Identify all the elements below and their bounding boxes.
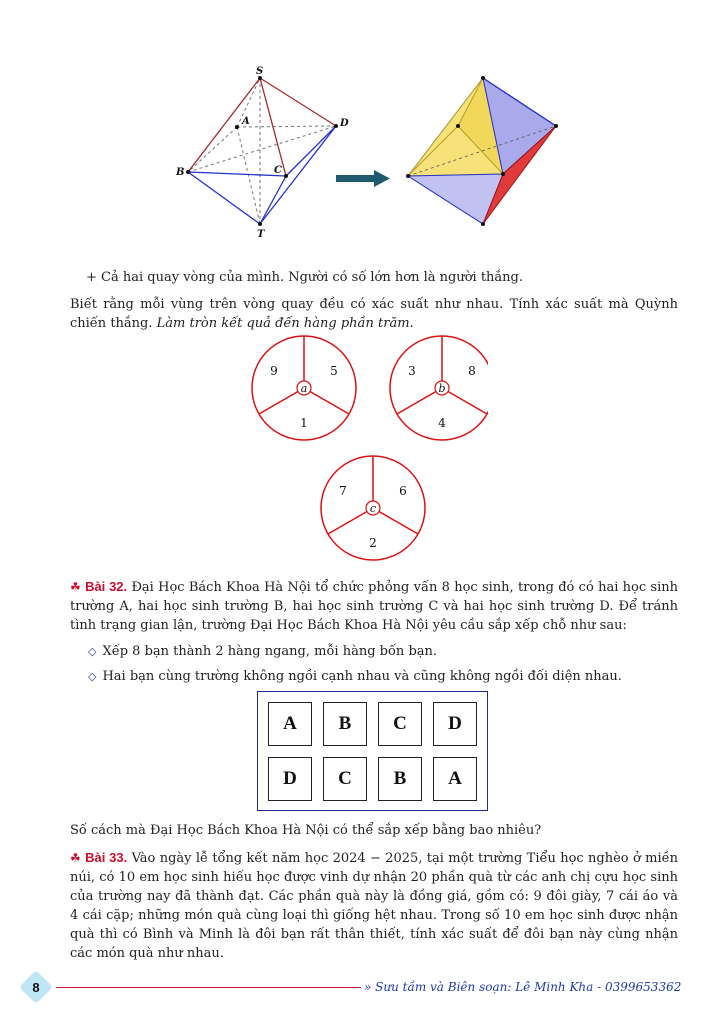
bullet-text: Xếp 8 bạn thành 2 hàng ngang, mỗi hàng bốn bạn. (102, 644, 438, 659)
seating-grid (257, 691, 488, 811)
bai33-text: Vào ngày lễ tổng kết năm học 2024 − 2025, tại một trường Tiểu học nghèo ở miền núi, có 10 em học sinh hiếu học được vinh dự nhận 20 phần quà từ các anh chị cựu học sinh của trường nay đã thành đạt. Các phần quà này là đồng giá, gồm có: 9 đôi giày, 7 cái áo và 4 cái cặp; những món quà cùng loại thì giống hệt nhau. Trong số 10 em học sinh được nhận quà thì có Bình và Minh là đôi bạn rất thân thiết, tính xác suất để đôi bạn này cùng nhận các món quà như nhau. (70, 851, 678, 961)
diamond-bullet-icon: ◇ (88, 670, 97, 683)
arrow-right-icon (336, 170, 390, 187)
bai32-bullet-1 (88, 642, 437, 661)
vertex-label-a: A (242, 116, 250, 127)
vertex-label-c: C (274, 165, 282, 176)
intro-paragraph (70, 295, 678, 333)
seat-cell: C (378, 702, 422, 746)
diamond-bullet-icon: ◇ (88, 645, 97, 658)
bai32-title: Bài 32. (85, 579, 128, 594)
wheel-b-label: b (438, 382, 446, 395)
rule-line: + Cả hai quay vòng của mình. Người có số lớn hơn là người thắng. (86, 270, 523, 285)
page-number: 8 (32, 979, 40, 995)
seat-cell: D (433, 702, 477, 746)
colored-octahedron (406, 76, 558, 226)
wheel-a-value-3: 1 (300, 416, 308, 430)
seat-cell: B (378, 757, 422, 801)
bai32-text: Đại Học Bách Khoa Hà Nội tổ chức phỏng vấn 8 học sinh, trong đó có hai học sinh trường A, hai học sinh trường B, hai học sinh trường C và hai học sinh trường D. Để tránh tình trạng gian lận, trường Đại Học Bách Khoa Hà Nội yêu cầu sắp xếp chỗ như sau: (70, 580, 678, 633)
intro-text: Biết rằng mỗi vùng trên vòng quay đều có xác suất như nhau. Tính xác suất mà Quỳnh chiến thắng. (70, 297, 678, 331)
seat-cell: A (433, 757, 477, 801)
octahedron-figure (170, 60, 570, 245)
octahedron-wireframe (175, 66, 349, 240)
wheel-a-value-2: 5 (330, 364, 338, 378)
wheel-a-value-1: 9 (270, 364, 278, 378)
seat-cell: C (323, 757, 367, 801)
wheel-c-value-1: 7 (339, 484, 347, 498)
vertex-label-b: B (176, 167, 185, 178)
bai32-question: Số cách mà Đại Học Bách Khoa Hà Nội có thể sắp xếp bằng bao nhiêu? (70, 823, 542, 838)
seat-cell: D (268, 757, 312, 801)
intro-italic-note: Làm tròn kết quả đến hàng phần trăm. (156, 316, 414, 331)
vertex-label-s: S (256, 66, 264, 77)
footer-rule (56, 987, 361, 988)
wheel-a (252, 336, 356, 440)
wheel-b-value-1: 3 (408, 364, 416, 378)
wheel-b-value-2: 8 (468, 364, 476, 378)
footer-credit: » Sưu tầm và Biên soạn: Lê Minh Kha - 0399653362 (364, 980, 682, 994)
seat-cell: B (323, 702, 367, 746)
bai33-paragraph (70, 848, 678, 963)
wheel-c-value-3: 2 (369, 536, 377, 550)
wheel-a-label: a (300, 382, 308, 395)
bai32-bullet-2 (88, 667, 622, 686)
bai32-paragraph (70, 577, 678, 635)
wheel-c-value-2: 6 (399, 484, 407, 498)
wheel-b-value-3: 4 (438, 416, 446, 430)
wheel-c-label: c (369, 502, 377, 515)
spinner-wheels (248, 335, 488, 565)
vertex-label-d: D (340, 118, 349, 129)
wheel-c (321, 456, 425, 560)
seat-cell: A (268, 702, 312, 746)
vertex-label-t: T (257, 229, 265, 240)
wheel-b (390, 336, 488, 440)
bai33-title: Bài 33. (85, 850, 128, 865)
bullet-text: Hai bạn cùng trường không ngồi cạnh nhau và cũng không ngồi đối diện nhau. (102, 669, 622, 684)
puzzle-icon: ☘ (70, 580, 81, 594)
puzzle-icon: ☘ (70, 851, 81, 865)
